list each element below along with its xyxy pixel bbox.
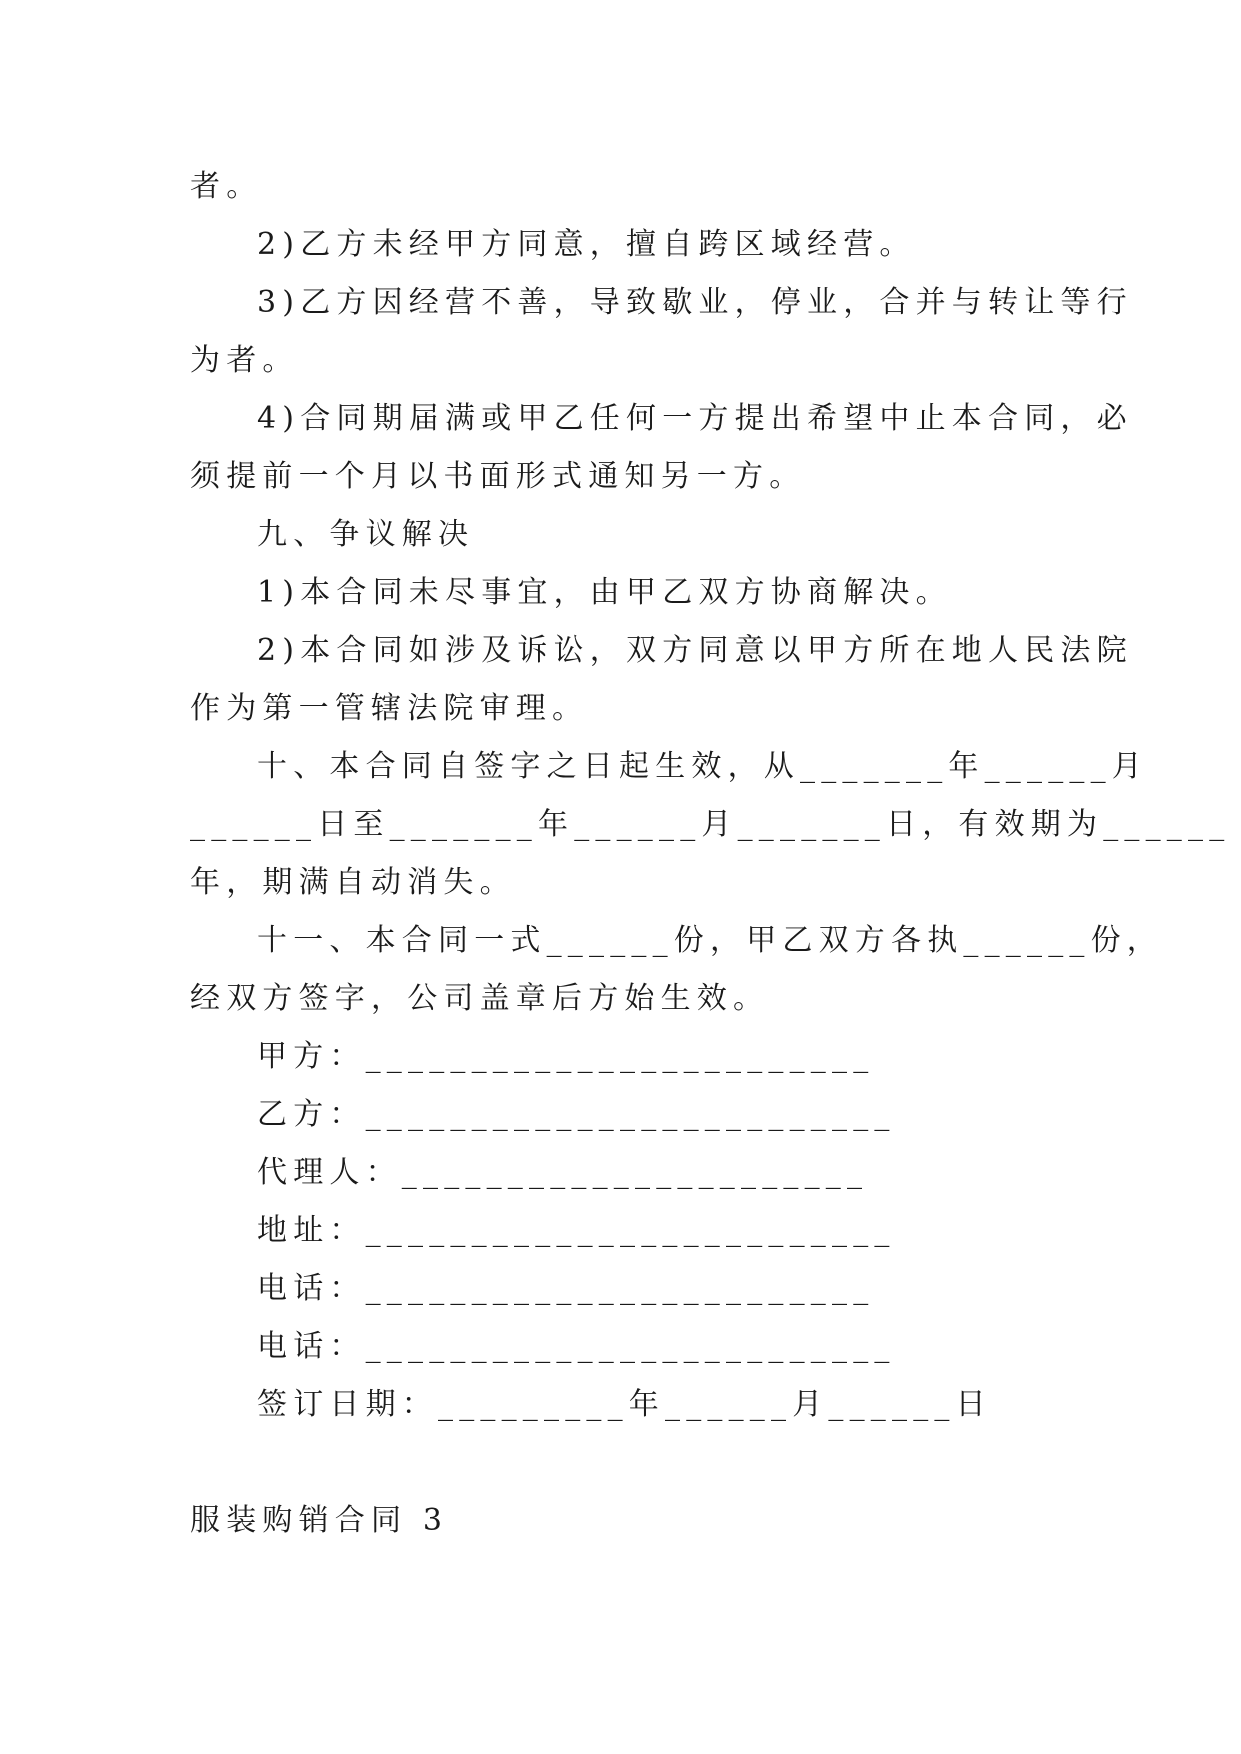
paragraph-line: 为者。 bbox=[190, 343, 299, 378]
paragraph-line: 作为第一管辖法院审理。 bbox=[190, 691, 589, 726]
section-heading: 九、争议解决 bbox=[257, 517, 475, 552]
party-a-field: 甲方：________________________ bbox=[257, 1039, 875, 1074]
phone-field: 电话：________________________ bbox=[257, 1271, 875, 1306]
paragraph-line: 年，期满自动消失。 bbox=[190, 865, 516, 900]
paragraph-line: 者。 bbox=[190, 169, 263, 204]
paragraph-line: 2)本合同如涉及诉讼，双方同意以甲方所在地人民法院 bbox=[257, 633, 1133, 668]
agent-field: 代理人：______________________ bbox=[257, 1155, 869, 1190]
paragraph-line: 十、本合同自签字之日起生效，从_______年______月 bbox=[257, 749, 1148, 784]
paragraph-line: 3)乙方因经营不善，导致歇业，停业，合并与转让等行 bbox=[257, 285, 1133, 320]
paragraph-line: 1)本合同未尽事宜，由甲乙双方协商解决。 bbox=[257, 575, 952, 610]
paragraph-line: 2)乙方未经甲方同意，擅自跨区域经营。 bbox=[257, 227, 916, 262]
paragraph-line: 十一、本合同一式______份，甲乙双方各执______份， bbox=[257, 923, 1163, 958]
paragraph-line: 经双方签字，公司盖章后方始生效。 bbox=[190, 981, 770, 1016]
paragraph-line: 4)合同期届满或甲乙任何一方提出希望中止本合同，必 bbox=[257, 401, 1133, 436]
phone-field: 电话：_________________________ bbox=[257, 1329, 896, 1364]
next-section-title: 服装购销合同 3 bbox=[190, 1503, 449, 1538]
address-field: 地址：_________________________ bbox=[257, 1213, 896, 1248]
paragraph-line: ______日至_______年______月_______日，有效期为______ bbox=[190, 807, 1231, 842]
signing-date-field: 签订日期：_________年______月______日 bbox=[257, 1387, 992, 1422]
paragraph-line: 须提前一个月以书面形式通知另一方。 bbox=[190, 459, 806, 494]
party-b-field: 乙方：_________________________ bbox=[257, 1097, 896, 1132]
